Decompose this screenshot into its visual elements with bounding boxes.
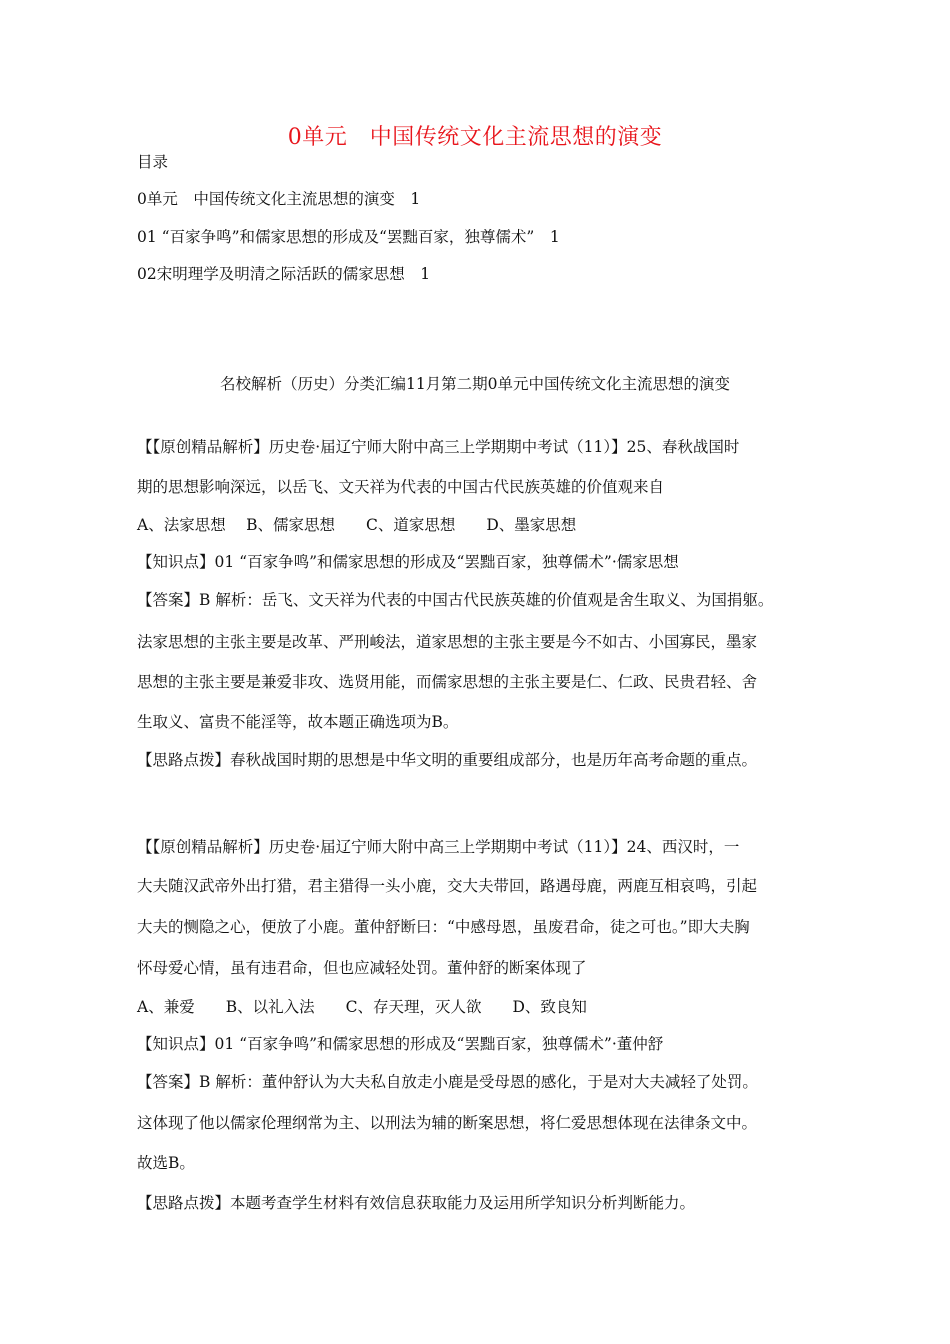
toc-entry-unit0[interactable]: 0单元 中国传统文化主流思想的演变 1 (137, 190, 421, 208)
knowledge-point: 【知识点】01 “百家争鸣”和儒家思想的形成及“罢黜百家，独尊儒术”·董仲舒 (137, 1035, 664, 1053)
answer-line: 【答案】B 解析：董仲舒认为大夫私自放走小鹿是受母恩的感化，于是对大夫减轻了处罚。 (137, 1073, 758, 1091)
solution-tip: 【思路点拨】本题考查学生材料有效信息获取能力及运用所学知识分析判断能力。 (137, 1194, 696, 1212)
collection-subtitle: 名校解析（历史）分类汇编11月第二期0单元中国传统文化主流思想的演变 (219, 375, 731, 393)
question-stem-line: 期的思想影响深远，以岳飞、文天祥为代表的中国古代民族英雄的价值观来自 (137, 478, 665, 496)
question-stem-line: 【【原创精品解析】历史卷·届辽宁师大附中高三上学期期中考试（11）】25、春秋战国时 (137, 438, 740, 456)
answer-line: 故选B。 (137, 1154, 195, 1172)
question-stem-line: 【【原创精品解析】历史卷·届辽宁师大附中高三上学期期中考试（11）】24、西汉时，一 (137, 838, 740, 856)
toc-entry-02[interactable]: 02宋明理学及明清之际活跃的儒家思想 1 (137, 265, 431, 283)
answer-line: 【答案】B 解析：岳飞、文天祥为代表的中国古代民族英雄的价值观是舍生取义、为国捐躯。 (137, 591, 774, 609)
answer-line: 思想的主张主要是兼爱非攻、选贤用能，而儒家思想的主张主要是仁、仁政、民贵君轻、舍 (137, 673, 758, 691)
question-options: A、兼爱 B、以礼入法 C、存天理，灭人欲 D、致良知 (137, 998, 587, 1016)
answer-line: 这体现了他以儒家伦理纲常为主、以刑法为辅的断案思想，将仁爱思想体现在法律条文中。 (137, 1114, 758, 1132)
answer-line: 生取义、富贵不能淫等，故本题正确选项为B。 (137, 713, 459, 731)
question-stem-line: 怀母爱心情，虽有违君命，但也应减轻处罚。董仲舒的断案体现了 (137, 959, 587, 977)
knowledge-point: 【知识点】01 “百家争鸣”和儒家思想的形成及“罢黜百家，独尊儒术”·儒家思想 (137, 553, 679, 571)
question-stem-line: 大夫随汉武帝外出打猎，君主猎得一头小鹿，交大夫带回，路遇母鹿，两鹿互相哀鸣，引起 (137, 877, 758, 895)
document-title: 0单元 中国传统文化主流思想的演变 (287, 125, 663, 150)
question-stem-line: 大夫的恻隐之心，便放了小鹿。董仲舒断曰：“中感母恩，虽废君命，徒之可也。”即大夫胸 (137, 918, 750, 936)
solution-tip: 【思路点拨】春秋战国时期的思想是中华文明的重要组成部分，也是历年高考命题的重点。 (137, 751, 758, 769)
answer-line: 法家思想的主张主要是改革、严刑峻法，道家思想的主张主要是今不如古、小国寡民，墨家 (137, 633, 758, 651)
question-options: A、法家思想 B、儒家思想 C、道家思想 D、墨家思想 (137, 516, 577, 534)
toc-heading: 目录 (137, 153, 169, 171)
toc-entry-01[interactable]: 01 “百家争鸣”和儒家思想的形成及“罢黜百家，独尊儒术” 1 (137, 228, 560, 246)
